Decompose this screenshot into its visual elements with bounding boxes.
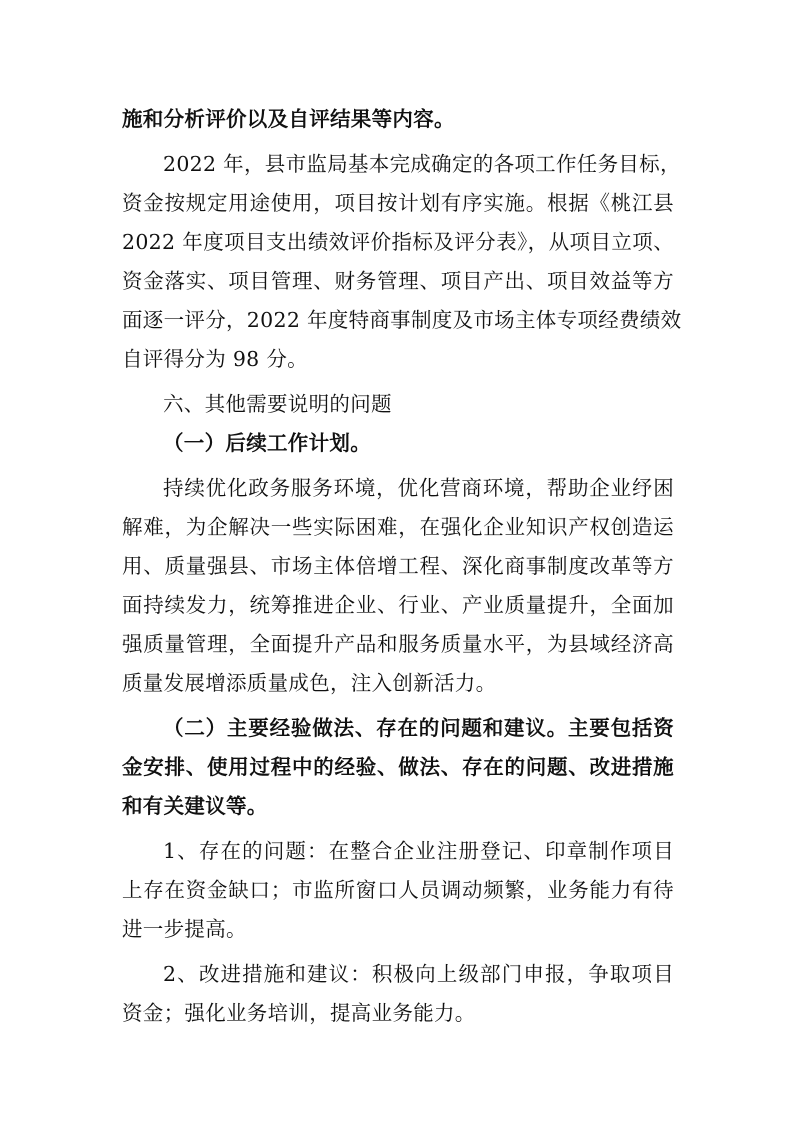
paragraph-line: 资金落实、项目管理、财务管理、项目产出、项目效益等方 [122, 269, 674, 293]
subsection-heading: （一）后续工作计划。 [163, 431, 371, 455]
paragraph-line: 自评得分为 98 分。 [122, 347, 308, 371]
paragraph-line: 2、改进措施和建议：积极向上级部门申报，争取项目 [163, 962, 674, 986]
paragraph-line: 2022 年，县市监局基本完成确定的各项工作任务目标， [163, 152, 681, 176]
subsection-heading-line: （二）主要经验做法、存在的问题和建议。主要包括资 [163, 716, 674, 740]
document-body [122, 100, 682, 1033]
paragraph-line: 面逐一评分，2022 年度特商事制度及市场主体专项经费绩效 [122, 308, 682, 332]
subsection-heading-line: 金安排、使用过程中的经验、做法、存在的问题、改进措施 [122, 755, 674, 779]
paragraph-line: 2022 年度项目支出绩效评价指标及评分表》，从项目立项、 [122, 230, 674, 254]
section-heading: 六、其他需要说明的问题 [163, 392, 392, 416]
paragraph-continuation-line: 施和分析评价以及自评结果等内容。 [122, 107, 455, 131]
paragraph-line: 1、存在的问题：在整合企业注册登记、印章制作项目 [163, 839, 674, 863]
paragraph-line: 上存在资金缺口；市监所窗口人员调动频繁，业务能力有待 [122, 878, 674, 902]
paragraph-line: 强质量管理，全面提升产品和服务质量水平，为县域经济高 [122, 632, 674, 656]
paragraph-line: 解难，为企解决一些实际困难，在强化企业知识产权创造运 [122, 515, 674, 539]
paragraph-line: 质量发展增添质量成色，注入创新活力。 [122, 671, 497, 695]
subsection-heading-line: 和有关建议等。 [122, 794, 268, 818]
paragraph-line: 资金按规定用途使用，项目按计划有序实施。根据《桃江县 [122, 191, 674, 215]
paragraph-line: 进一步提高。 [122, 917, 247, 941]
paragraph-line: 用、质量强县、市场主体倍增工程、深化商事制度改革等方 [122, 554, 674, 578]
paragraph-line: 面持续发力，统筹推进企业、行业、产业质量提升，全面加 [122, 593, 674, 617]
paragraph-line: 持续优化政务服务环境，优化营商环境，帮助企业纾困 [163, 476, 674, 500]
paragraph-line: 资金；强化业务培训，提高业务能力。 [122, 1001, 476, 1025]
